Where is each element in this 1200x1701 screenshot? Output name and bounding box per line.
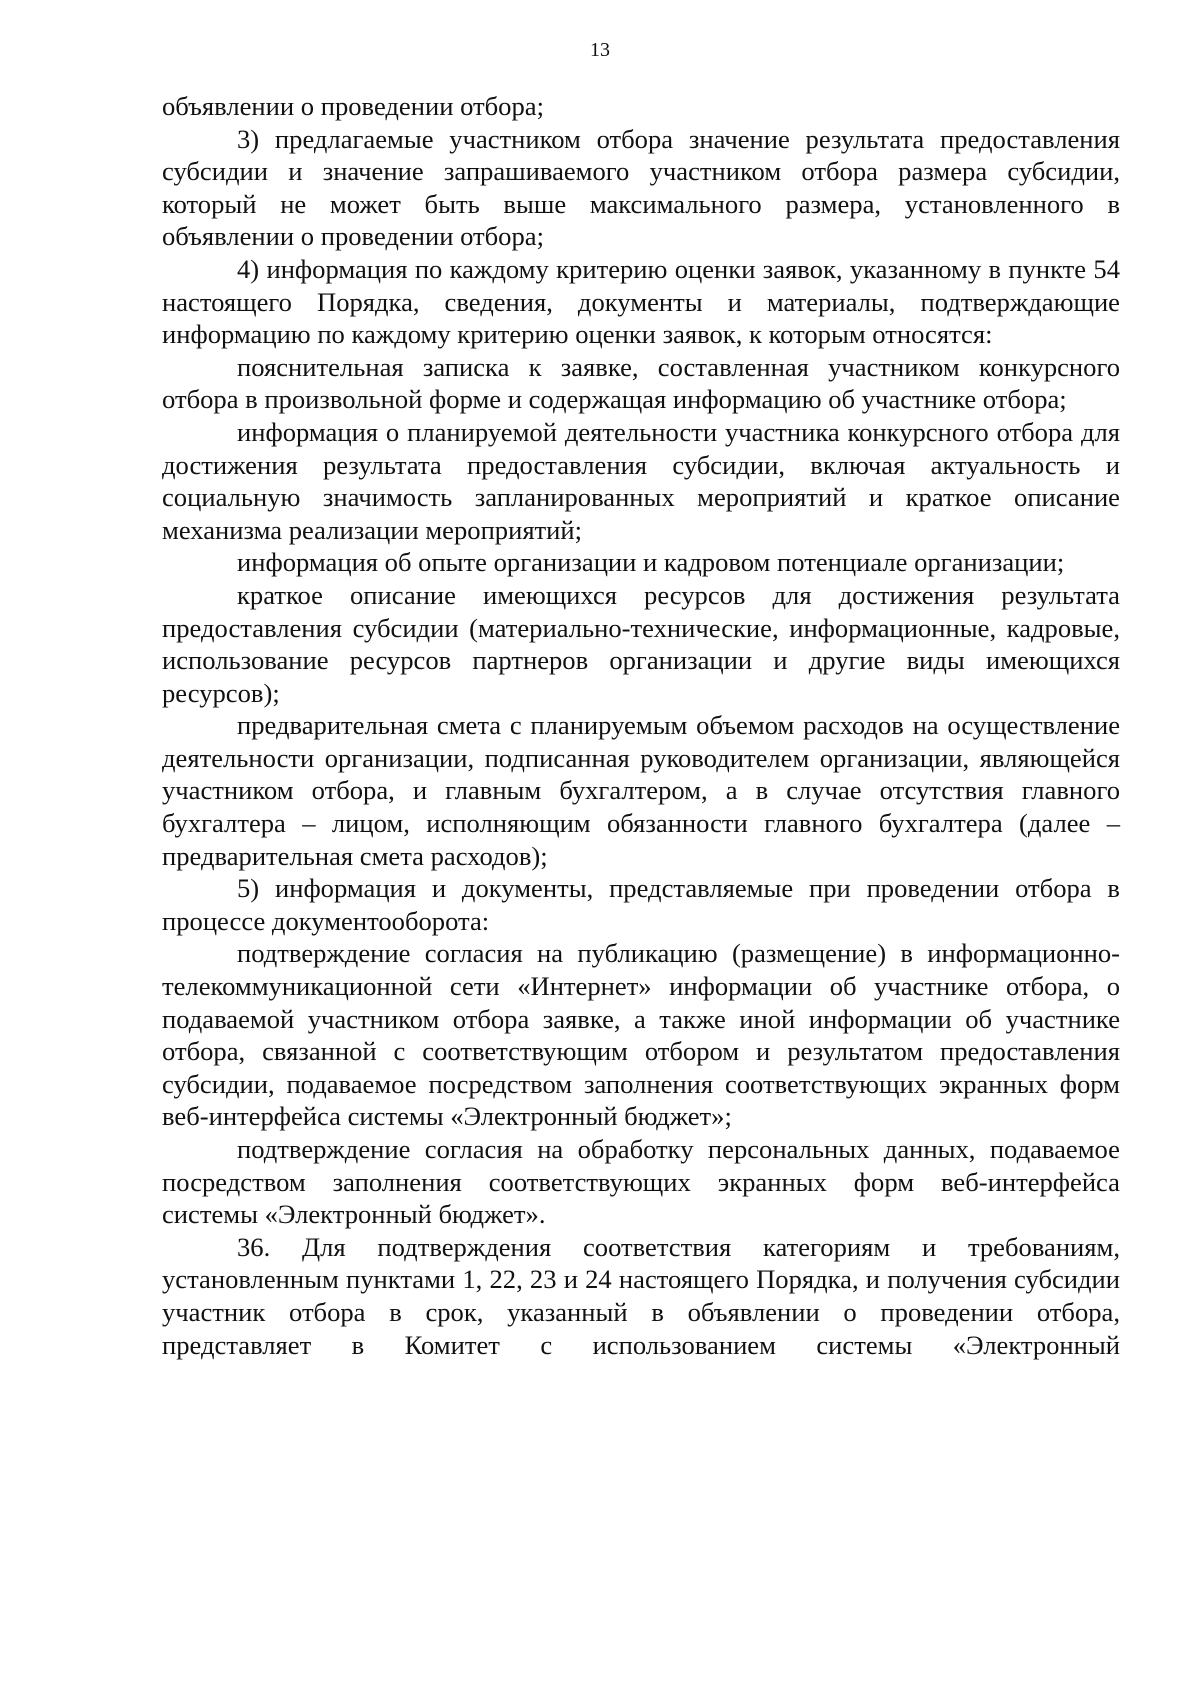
sub-item-estimate: предварительная смета с планируемым объемом расходов на осуществление деятельности организации, подписанная руководителем организации, являющейся участником отбора, и главным бухгалтером, а в случае отсутствия главного бухгалтера – лицом, исполняющим обязанности главного бухгалтера (далее – предварительная смета расходов);: [162, 710, 1120, 871]
sub-item-planned-activity: информация о планируемой деятельности участника конкурсного отбора для достижения результата предоставления субсидии, включая актуальность и социальную значимость запланированных мероприятий и краткое описание механизма реализации мероприятий;: [162, 416, 1120, 545]
list-item-5: 5) информация и документы, представляемые при проведении отбора в процессе документооборота:: [162, 873, 1120, 936]
sub-item-personal-data-consent: подтверждение согласия на обработку персональных данных, подаваемое посредством заполнения соответствующих экранных форм веб-интерфейса системы «Электронный бюджет».: [162, 1134, 1120, 1230]
clause-36: 36. Для подтверждения соответствия категориям и требованиям, установленным пунктами 1, 22, 23 и 24 настоящего Порядка, и получения субсидии участник отбора в срок, указанный в объявлении о проведении отбора, представляет в Комитет с использованием системы «Электронный: [162, 1231, 1120, 1360]
sub-item-publication-consent: подтверждение согласия на публикацию (размещение) в информационно-телекоммуникационной сети «Интернет» информации об участнике отбора, о подаваемой участником отбора заявке, а также иной информации об участнике отбора, связанной с соответствующим отбором и результатом предоставления субсидии, подаваемое посредством заполнения соответствующих экранных форм веб-интерфейса системы «Электронный бюджет»;: [162, 938, 1120, 1132]
sub-item-explanatory-note: пояснительная записка к заявке, составленная участником конкурсного отбора в произвольной форме и содержащая информацию об участнике отбора;: [162, 351, 1120, 415]
list-item-3: 3) предлагаемые участником отбора значение результата предоставления субсидии и значение запрашиваемого участником отбора размера субсидии, который не может быть выше максимального размера, установленного в объявлении о проведении отбора;: [162, 123, 1120, 252]
paragraph-continuation: объявлении о проведении отбора;: [162, 91, 544, 121]
page-number: 13: [590, 39, 610, 61]
document-body: [162, 90, 1120, 1361]
list-item-4: 4) информация по каждому критерию оценки заявок, указанному в пункте 54 настоящего Порядка, сведения, документы и материалы, подтверждающие информацию по каждому критерию оценки заявок, к которым относятся:: [162, 253, 1120, 350]
sub-item-resources: краткое описание имеющихся ресурсов для достижения результата предоставления субсидии (материально-технические, информационные, кадровые, использование ресурсов партнеров организации и другие виды имеющихся ресурсов);: [162, 579, 1120, 708]
sub-item-experience: информация об опыте организации и кадровом потенциале организации;: [237, 547, 1065, 578]
